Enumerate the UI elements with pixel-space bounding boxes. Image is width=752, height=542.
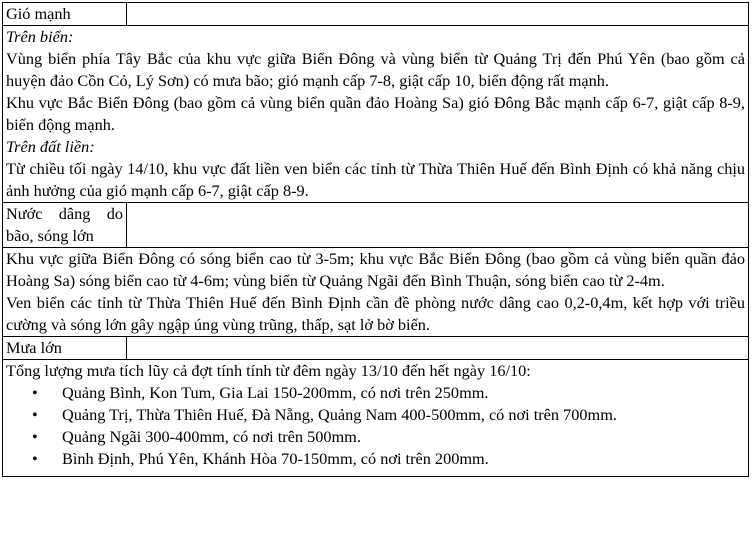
rain-list	[6, 382, 745, 470]
rain-content-row	[3, 360, 749, 477]
wind-label: Gió mạnh	[3, 3, 127, 26]
rain-label-row	[3, 337, 749, 360]
list-item: • Bình Định, Phú Yên, Khánh Hòa 70-150mm, có nơi trên 200mm.	[62, 448, 745, 470]
surge-label-empty-cell	[127, 203, 749, 248]
surge-label	[3, 203, 127, 248]
sea-paragraph-1: Vùng biển phía Tây Bắc của khu vực giữa Biển Đông và vùng biển từ Quảng Trị đến Phú Yên (bao gồm cả huyện đảo Cồn Cỏ, Lý Sơn) có mưa bão; gió mạnh cấp 7-8, giật cấp 10, biển động rất mạnh.	[6, 49, 745, 90]
surge-paragraph-2: Ven biển các tỉnh từ Thừa Thiên Huế đến Bình Định cần đề phòng nước dâng cao 0,2-0,4m, kết hợp với triều cường và sóng lớn gây ngập úng vùng trũng, thấp, sạt lở bờ biển.	[6, 293, 745, 334]
land-heading: Trên đất liền:	[6, 137, 95, 156]
sea-paragraph-2: Khu vực Bắc Biển Đông (bao gồm cả vùng biển quần đảo Hoàng Sa) gió Đông Bắc mạnh cấp 6-7, giật cấp 8-9, biển động mạnh.	[6, 93, 745, 134]
list-item: • Quảng Trị, Thừa Thiên Huế, Đà Nẵng, Quảng Nam 400-500mm, có nơi trên 700mm.	[62, 404, 745, 426]
wind-label-empty-cell	[127, 3, 749, 26]
rain-intro: Tổng lượng mưa tích lũy cả đợt tính tính từ đêm ngày 13/10 đến hết ngày 16/10:	[6, 361, 531, 380]
surge-content-row	[3, 248, 749, 337]
rain-content	[3, 360, 749, 477]
wind-content	[3, 26, 749, 203]
rain-label-empty-cell	[127, 337, 749, 360]
surge-label-line-1: Nước dâng do	[6, 204, 123, 223]
sea-heading: Trên biển:	[6, 27, 74, 46]
land-paragraph: Từ chiều tối ngày 14/10, khu vực đất liền ven biển các tỉnh từ Thừa Thiên Huế đến Bình Định có khả năng chịu ảnh hưởng của gió mạnh cấp 6-7, giật cấp 8-9.	[6, 159, 745, 200]
wind-label-row	[3, 3, 749, 26]
surge-label-row	[3, 203, 749, 248]
forecast-table	[2, 2, 749, 477]
wind-content-row	[3, 26, 749, 203]
surge-label-line-2: bão, sóng lớn	[6, 226, 94, 245]
list-item: • Quảng Ngãi 300-400mm, có nơi trên 500mm.	[62, 426, 745, 448]
rain-label: Mưa lớn	[3, 337, 127, 360]
surge-paragraph-1: Khu vực giữa Biển Đông có sóng biển cao từ 3-5m; khu vực Bắc Biển Đông (bao gồm cả vùng biển quần đảo Hoàng Sa) sóng biển cao từ 4-6m; vùng biển từ Quảng Ngãi đến Bình Thuận, sóng biển cao từ 2-4m.	[6, 249, 745, 290]
list-item: • Quảng Bình, Kon Tum, Gia Lai 150-200mm, có nơi trên 250mm.	[62, 382, 745, 404]
surge-content	[3, 248, 749, 337]
